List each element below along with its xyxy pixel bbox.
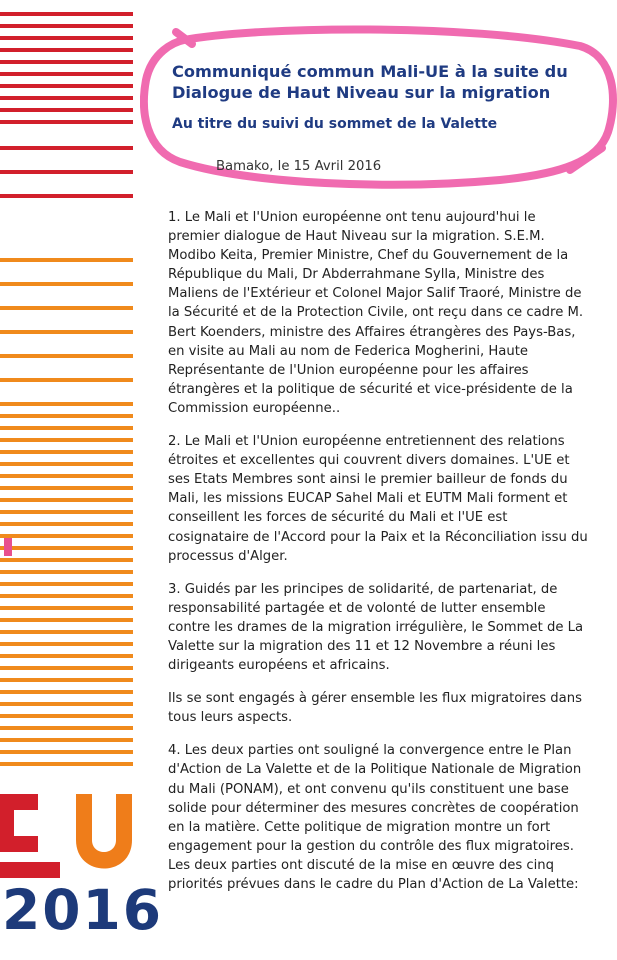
decorative-stripes — [0, 0, 140, 780]
paragraph-2: 2. Le Mali et l'Union européenne entretiennent des relations étroites et excellentes qui couvrent divers domaines. L'UE et ses Etats Membres sont ainsi le premier bailleur de fonds du Mali, les missions EUCAP Sahel Mali et EUTM Mali forment et conseillent les forces de sécurité du Mali et l'UE est cosignataire de l'Accord pour la Paix et la Réconciliation issu du processus d'Alger. — [168, 434, 588, 564]
document-title: Communiqué commun Mali-UE à la suite du Dialogue de Haut Niveau sur la migration — [172, 62, 568, 102]
paragraph-1: 1. Le Mali et l'Union européenne ont tenu aujourd'hui le premier dialogue de Haut Niveau sur la migration. S.E.M. Modibo Keita, Premier Ministre, Chef du Gouvernement de la République du Mali, Dr Abderrahmane Sylla, Ministre des Maliens de l'Extérieur et Colonel Major Salif Traoré, Ministre de la Sécurité et de la Protection Civile, ont reçu dans ce cadre M. Bert Koenders, ministre des Affaires étrangères des Pays-Bas, en visite au Mali au nom de Federica Mogherini, Haute Représentante de l'Union européenne pour les affaires étrangères et la politique de sécurité et vice-présidente de la Commission européenne.. — [168, 210, 584, 416]
paragraph-3: 3. Guidés par les principes de solidarité, de partenariat, de responsabilité partagée et de volonté de lutter ensemble contre les drames de la migration irrégulière, le Sommet de La Valette sur la migration des 11 et 12 Novembre a réuni les dirigeants européens et africains. — [168, 581, 584, 674]
document-subtitle: Au titre du suivi du sommet de la Valette — [172, 116, 498, 132]
dateline: Bamako, le 15 Avril 2016 — [216, 159, 382, 174]
logo-year: 2016 — [2, 878, 164, 942]
paragraph-3b: Ils se sont engagés à gérer ensemble les flux migratoires dans tous leurs aspects. — [168, 691, 582, 726]
paragraph-4: 4. Les deux parties ont souligné la convergence entre le Plan d'Action de La Valette et de la Politique Nationale de Migration du Mali (PONAM), et ont convenu qu'ils constituent une base solide pour déterminer des mesures concrètes de coopération en la matière. Cette politique de migration montre un fort engagement pour la gestion du contrôle des flux migratoires. Les deux parties ont discuté de la mise en œuvre des cinq priorités prévues dans le cadre du Plan d'Action de La Valette: — [168, 743, 582, 892]
document-header — [172, 62, 602, 132]
document-body — [168, 208, 588, 908]
